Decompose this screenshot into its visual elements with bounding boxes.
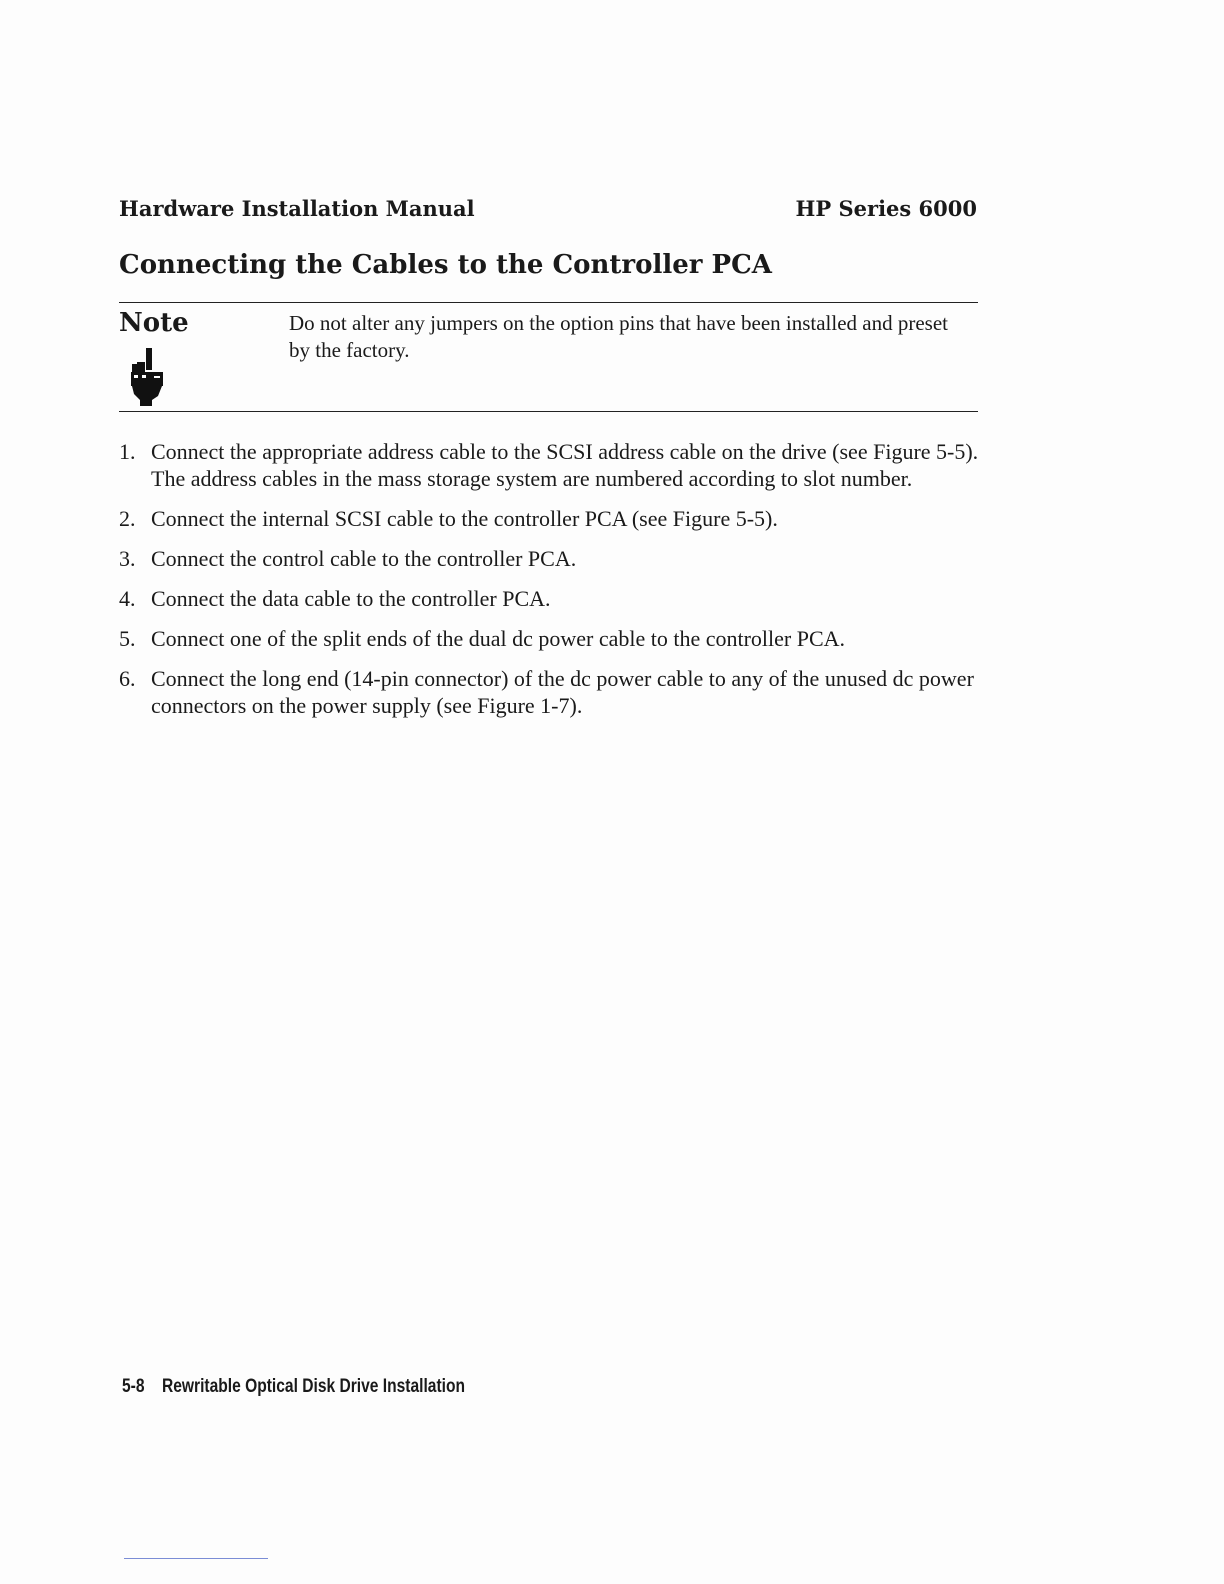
pointing-hand-icon bbox=[128, 348, 168, 406]
list-item bbox=[119, 585, 989, 612]
list-item bbox=[119, 545, 989, 572]
step-number: 3. bbox=[119, 546, 136, 571]
page-number: 5-8 bbox=[122, 1376, 145, 1397]
step-text: Connect the data cable to the controller PCA. bbox=[151, 586, 551, 611]
step-number: 6. bbox=[119, 666, 136, 691]
step-text: Connect the internal SCSI cable to the controller PCA (see Figure 5-5). bbox=[151, 506, 778, 531]
bottom-divider bbox=[124, 1558, 268, 1559]
note-bottom-rule bbox=[119, 411, 978, 412]
step-text: Connect the long end (14-pin connector) of the dc power cable to any of the unused dc power connectors on the power supply (see Figure 1-7). bbox=[151, 666, 974, 718]
note-top-rule bbox=[119, 302, 978, 303]
step-number: 1. bbox=[119, 439, 136, 464]
note-text: Do not alter any jumpers on the option pins that have been installed and preset by the factory. bbox=[289, 311, 948, 362]
step-number: 4. bbox=[119, 586, 136, 611]
step-text: Connect one of the split ends of the dual dc power cable to the controller PCA. bbox=[151, 626, 846, 651]
list-item bbox=[119, 505, 989, 532]
running-header-series: HP Series 6000 bbox=[795, 196, 977, 221]
step-text: Connect the control cable to the controller PCA. bbox=[151, 546, 577, 571]
running-header-title: Hardware Installation Manual bbox=[119, 196, 475, 221]
section-title: Connecting the Cables to the Controller PCA bbox=[119, 250, 772, 280]
chapter-title: Rewritable Optical Disk Drive Installation bbox=[161, 1376, 466, 1397]
list-item bbox=[119, 665, 989, 719]
note-label: Note bbox=[119, 308, 189, 338]
page-footer bbox=[122, 1376, 465, 1398]
list-item bbox=[119, 625, 989, 652]
step-number: 2. bbox=[119, 506, 136, 531]
list-item bbox=[119, 438, 989, 492]
steps-list bbox=[119, 438, 989, 732]
step-number: 5. bbox=[119, 626, 136, 651]
step-text: Connect the appropriate address cable to the SCSI address cable on the drive (see Figure 5-5). The address cables in the mass storage system are numbered according to slot number. bbox=[151, 439, 979, 491]
